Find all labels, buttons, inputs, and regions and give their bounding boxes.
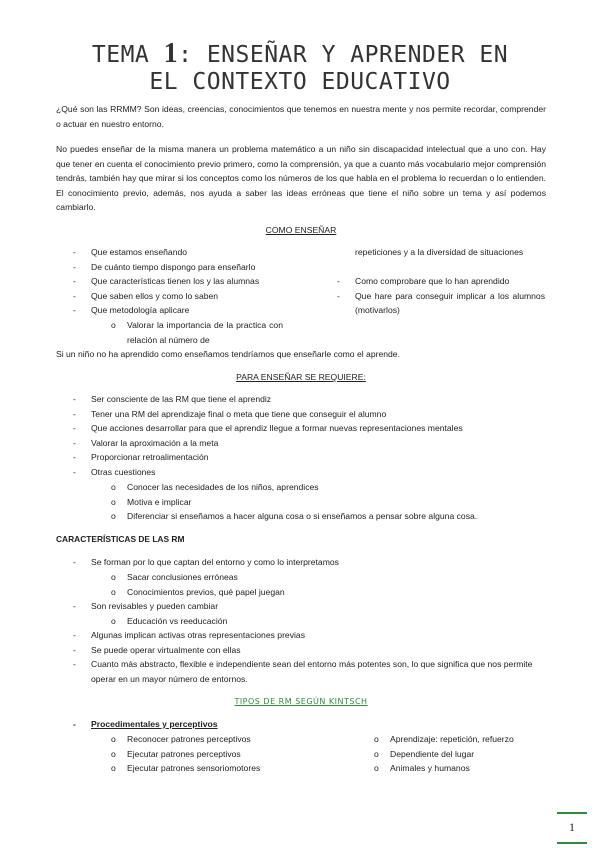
- requiere-list: [73, 392, 551, 480]
- title-line-2: EL CONTEXTO EDUCATIVO: [149, 69, 451, 95]
- list-item: o Educación vs reeducación: [111, 616, 228, 626]
- list-item: - Procedimentales y perceptivos: [73, 719, 218, 729]
- caract-list-1: [73, 555, 551, 570]
- list-item: - Algunas implican activas otras representaciones previas: [73, 630, 305, 640]
- caract-list-2: [73, 599, 551, 614]
- intro-paragraph: ¿Qué son las RRMM? Son ideas, creencias, conocimientos que tenemos en nuestra mente y nos permite recordar, comprender o actuar en nuestro entorno.: [56, 104, 546, 129]
- list-item: o Sacar conclusiones erróneas: [111, 572, 238, 582]
- list-item: o Ejecutar patrones perceptivos: [111, 748, 241, 759]
- bullet-circle-icon: o: [111, 320, 116, 330]
- knowledge-paragraph: No puedes enseñar de la misma manera un problema matemático a un niño sin discapacidad intelectual que a uno con. Hay que tener en cuenta el conocimiento previo primero, como la comprensión, ya que a cuanto más vocabulario mejor comprensión tendrás, también hay que mirar si los conceptos como los números de los que habla en el problema lo recuerdan o lo entienden. El conocimiento previo, además, nos ayuda a saber las ideas erróneas que tiene el niño sobre un tema y así podemos cambiarlo.: [56, 144, 546, 213]
- list-item: o Ejecutar patrones sensoriomotores: [111, 763, 261, 774]
- list-item: - Que acciones desarrollar para que el aprendiz llegue a formar nuevas representaciones mentales: [73, 423, 463, 434]
- list-item: o Conocimientos previos, qué papel juegan: [111, 586, 285, 597]
- requiere-sub-list: [111, 480, 557, 524]
- list-item: - Que hare para conseguir implicar a los alumnos (motivarlos): [337, 290, 545, 316]
- list-item: o Animales y humanos: [374, 763, 470, 774]
- caract-list-3: [73, 628, 547, 686]
- caract-sub-list-1: [111, 570, 557, 599]
- list-item: o Reconocer patrones perceptivos: [111, 734, 251, 744]
- page-number: 1: [569, 820, 575, 834]
- list-item: o Conocer las necesidades de los niños, aprendices: [111, 482, 319, 492]
- kintsch-left-list: [111, 732, 347, 776]
- list-item: - Proporcionar retroalimentación: [73, 452, 209, 463]
- list-item: - Valorar la aproximación a la meta: [73, 437, 219, 448]
- list-item: - Son revisables y pueden cambiar: [73, 601, 219, 611]
- footer-divider-top: [557, 812, 587, 814]
- list-item: - Se forman por lo que captan del entorno y como lo interpretamos: [73, 557, 339, 567]
- footer-divider-bottom: [557, 842, 587, 844]
- kintsch-list: [73, 717, 391, 732]
- caracteristicas-heading: CARACTERÍSTICAS DE LAS RM: [56, 534, 185, 544]
- list-item: - Tener una RM del aprendizaje final o meta que tiene que conseguir el alumno: [73, 408, 387, 419]
- como-right-list: [337, 274, 545, 318]
- title-prefix: TEMA: [91, 42, 150, 68]
- list-item: o Dependiente del lugar: [374, 748, 475, 759]
- list-item: - De cuánto tiempo dispongo para enseñarlo: [73, 261, 256, 272]
- list-item: - Que saben ellos y como lo saben: [73, 290, 219, 301]
- list-item: o Motiva e implicar: [111, 496, 192, 507]
- kintsch-heading: TIPOS DE RM SEGÚN KINTSCH: [234, 697, 368, 706]
- como-closing: Si un niño no ha aprendido como enseñamos tendríamos que enseñarle como el aprende.: [56, 349, 400, 359]
- como-left-list: [73, 245, 283, 318]
- list-item: - Otras cuestiones: [73, 466, 156, 477]
- title-line-1: [40, 40, 560, 69]
- como-right-continuation: repeticiones y a la diversidad de situaciones: [355, 247, 524, 257]
- list-item: - Que estamos enseñando: [73, 247, 188, 257]
- caract-sub-list-2: [111, 614, 557, 629]
- list-item: - Que características tienen los y las alumnas: [73, 276, 260, 287]
- list-item: - Se puede operar virtualmente con ellas: [73, 644, 241, 655]
- title-line1-rest: : ENSEÑAR Y APRENDER EN: [178, 42, 509, 68]
- requiere-heading: PARA ENSEÑAR SE REQUIERE:: [236, 372, 366, 382]
- como-sub-item: o Valorar la importancia de la practica con relación al número de: [111, 320, 283, 345]
- list-item: - Cuanto más abstracto, flexible e independiente sean del entorno más potentes son, lo que significa que nos permite operar en un mayor número de entornos.: [73, 659, 533, 684]
- title-number: 1: [163, 38, 179, 69]
- list-item: - Ser consciente de las RM que tiene el aprendiz: [73, 394, 272, 404]
- list-item: o Diferenciar si enseñamos a hacer alguna cosa o si enseñamos a pensar sobre alguna cosa.: [111, 511, 478, 522]
- list-item: - Que metodología aplicare: [73, 305, 190, 316]
- como-ensenar-heading: COMO ENSEÑAR: [265, 225, 337, 235]
- kintsch-right-list: [374, 732, 560, 776]
- list-item: - Como comprobare que lo han aprendido: [337, 276, 510, 286]
- list-item: o Aprendizaje: repetición, refuerzo: [374, 734, 514, 744]
- page-title: [40, 40, 560, 96]
